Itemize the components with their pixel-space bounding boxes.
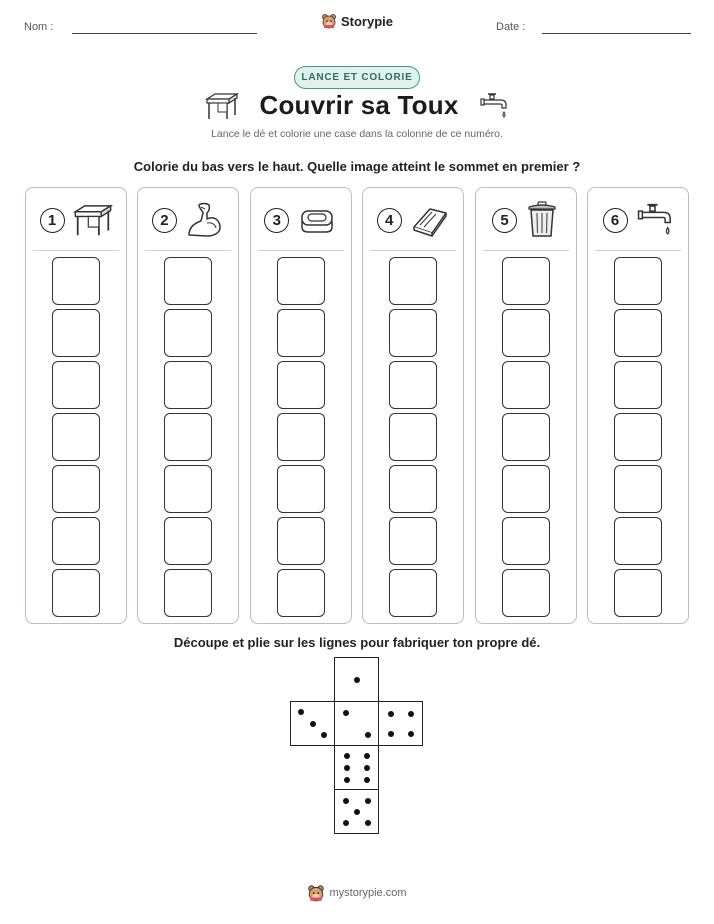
faucet-icon	[479, 91, 509, 121]
brand-name: Storypie	[340, 13, 393, 29]
column-header	[251, 200, 351, 240]
footer-website[interactable]: mystorypie.com	[329, 887, 407, 899]
name-label: Nom :	[24, 21, 54, 33]
trash-can-icon	[525, 201, 559, 239]
soap-icon	[297, 201, 337, 239]
color-cell[interactable]	[502, 465, 550, 513]
color-cell[interactable]	[164, 517, 212, 565]
race-columns	[25, 187, 689, 624]
color-cell[interactable]	[277, 413, 325, 461]
column-4	[362, 187, 464, 624]
color-cell[interactable]	[164, 465, 212, 513]
color-cell[interactable]	[52, 309, 100, 357]
column-divider	[595, 250, 681, 251]
color-cell[interactable]	[502, 413, 550, 461]
color-cell[interactable]	[614, 517, 662, 565]
color-cell[interactable]	[52, 257, 100, 305]
color-cell[interactable]	[502, 517, 550, 565]
color-cell[interactable]	[614, 257, 662, 305]
date-line[interactable]	[542, 33, 691, 34]
page-title: Couvrir sa Toux	[259, 90, 459, 120]
color-cell[interactable]	[389, 465, 437, 513]
die-face-5	[334, 789, 379, 834]
die-instruction: Découpe et plie sur les lignes pour fabriquer ton propre dé.	[173, 635, 541, 650]
color-cell[interactable]	[164, 413, 212, 461]
color-cell[interactable]	[277, 517, 325, 565]
date-label: Date :	[496, 21, 526, 33]
color-cell[interactable]	[277, 465, 325, 513]
color-cell[interactable]	[52, 413, 100, 461]
column-divider	[483, 250, 569, 251]
color-cell[interactable]	[164, 257, 212, 305]
column-divider	[258, 250, 344, 251]
color-cell[interactable]	[614, 569, 662, 617]
bear-icon	[321, 13, 337, 29]
color-cell[interactable]	[389, 257, 437, 305]
color-cell[interactable]	[502, 257, 550, 305]
column-3	[250, 187, 352, 624]
color-cell[interactable]	[614, 413, 662, 461]
color-cell[interactable]	[164, 309, 212, 357]
column-header	[363, 200, 463, 240]
color-cell[interactable]	[389, 361, 437, 409]
desk-icon	[73, 201, 113, 239]
color-cell[interactable]	[614, 309, 662, 357]
column-5	[475, 187, 577, 624]
color-cell[interactable]	[502, 309, 550, 357]
instruction: Colorie du bas vers le haut. Quelle image atteint le sommet en premier ?	[133, 159, 581, 174]
flexed-arm-icon	[185, 201, 225, 239]
name-line[interactable]	[72, 33, 257, 34]
color-cell[interactable]	[389, 413, 437, 461]
color-cell[interactable]	[389, 309, 437, 357]
column-header	[26, 200, 126, 240]
color-cell[interactable]	[52, 517, 100, 565]
desk-icon	[205, 91, 239, 121]
color-cell[interactable]	[52, 465, 100, 513]
bear-icon	[307, 884, 325, 902]
column-number: 1	[40, 208, 65, 233]
column-header	[476, 200, 576, 240]
die-face-4	[378, 701, 423, 746]
die-face-2	[334, 701, 379, 746]
column-divider	[370, 250, 456, 251]
brand-logo	[0, 13, 714, 29]
column-number: 6	[603, 208, 628, 233]
column-divider	[145, 250, 231, 251]
color-cell[interactable]	[389, 517, 437, 565]
activity-badge: LANCE ET COLORIE	[294, 66, 420, 89]
color-cell[interactable]	[614, 361, 662, 409]
column-header	[588, 200, 688, 240]
subtitle: Lance le dé et colorie une case dans la colonne de ce numéro.	[211, 128, 503, 140]
footer	[0, 884, 714, 902]
column-number: 4	[377, 208, 402, 233]
faucet-icon	[636, 201, 674, 239]
color-cell[interactable]	[389, 569, 437, 617]
color-cell[interactable]	[52, 361, 100, 409]
color-cell[interactable]	[164, 569, 212, 617]
die-face-3	[290, 701, 335, 746]
column-1	[25, 187, 127, 624]
column-2	[137, 187, 239, 624]
color-cell[interactable]	[52, 569, 100, 617]
column-header	[138, 200, 238, 240]
column-number: 2	[152, 208, 177, 233]
column-6	[587, 187, 689, 624]
column-divider	[33, 250, 119, 251]
tissue-icon	[410, 201, 450, 239]
color-cell[interactable]	[502, 569, 550, 617]
color-cell[interactable]	[277, 257, 325, 305]
color-cell[interactable]	[164, 361, 212, 409]
die-face-6	[334, 745, 379, 790]
color-cell[interactable]	[502, 361, 550, 409]
die-face-1	[334, 657, 379, 702]
color-cell[interactable]	[277, 309, 325, 357]
column-number: 3	[264, 208, 289, 233]
column-number: 5	[492, 208, 517, 233]
color-cell[interactable]	[277, 569, 325, 617]
color-cell[interactable]	[277, 361, 325, 409]
title-row	[0, 90, 714, 121]
color-cell[interactable]	[614, 465, 662, 513]
